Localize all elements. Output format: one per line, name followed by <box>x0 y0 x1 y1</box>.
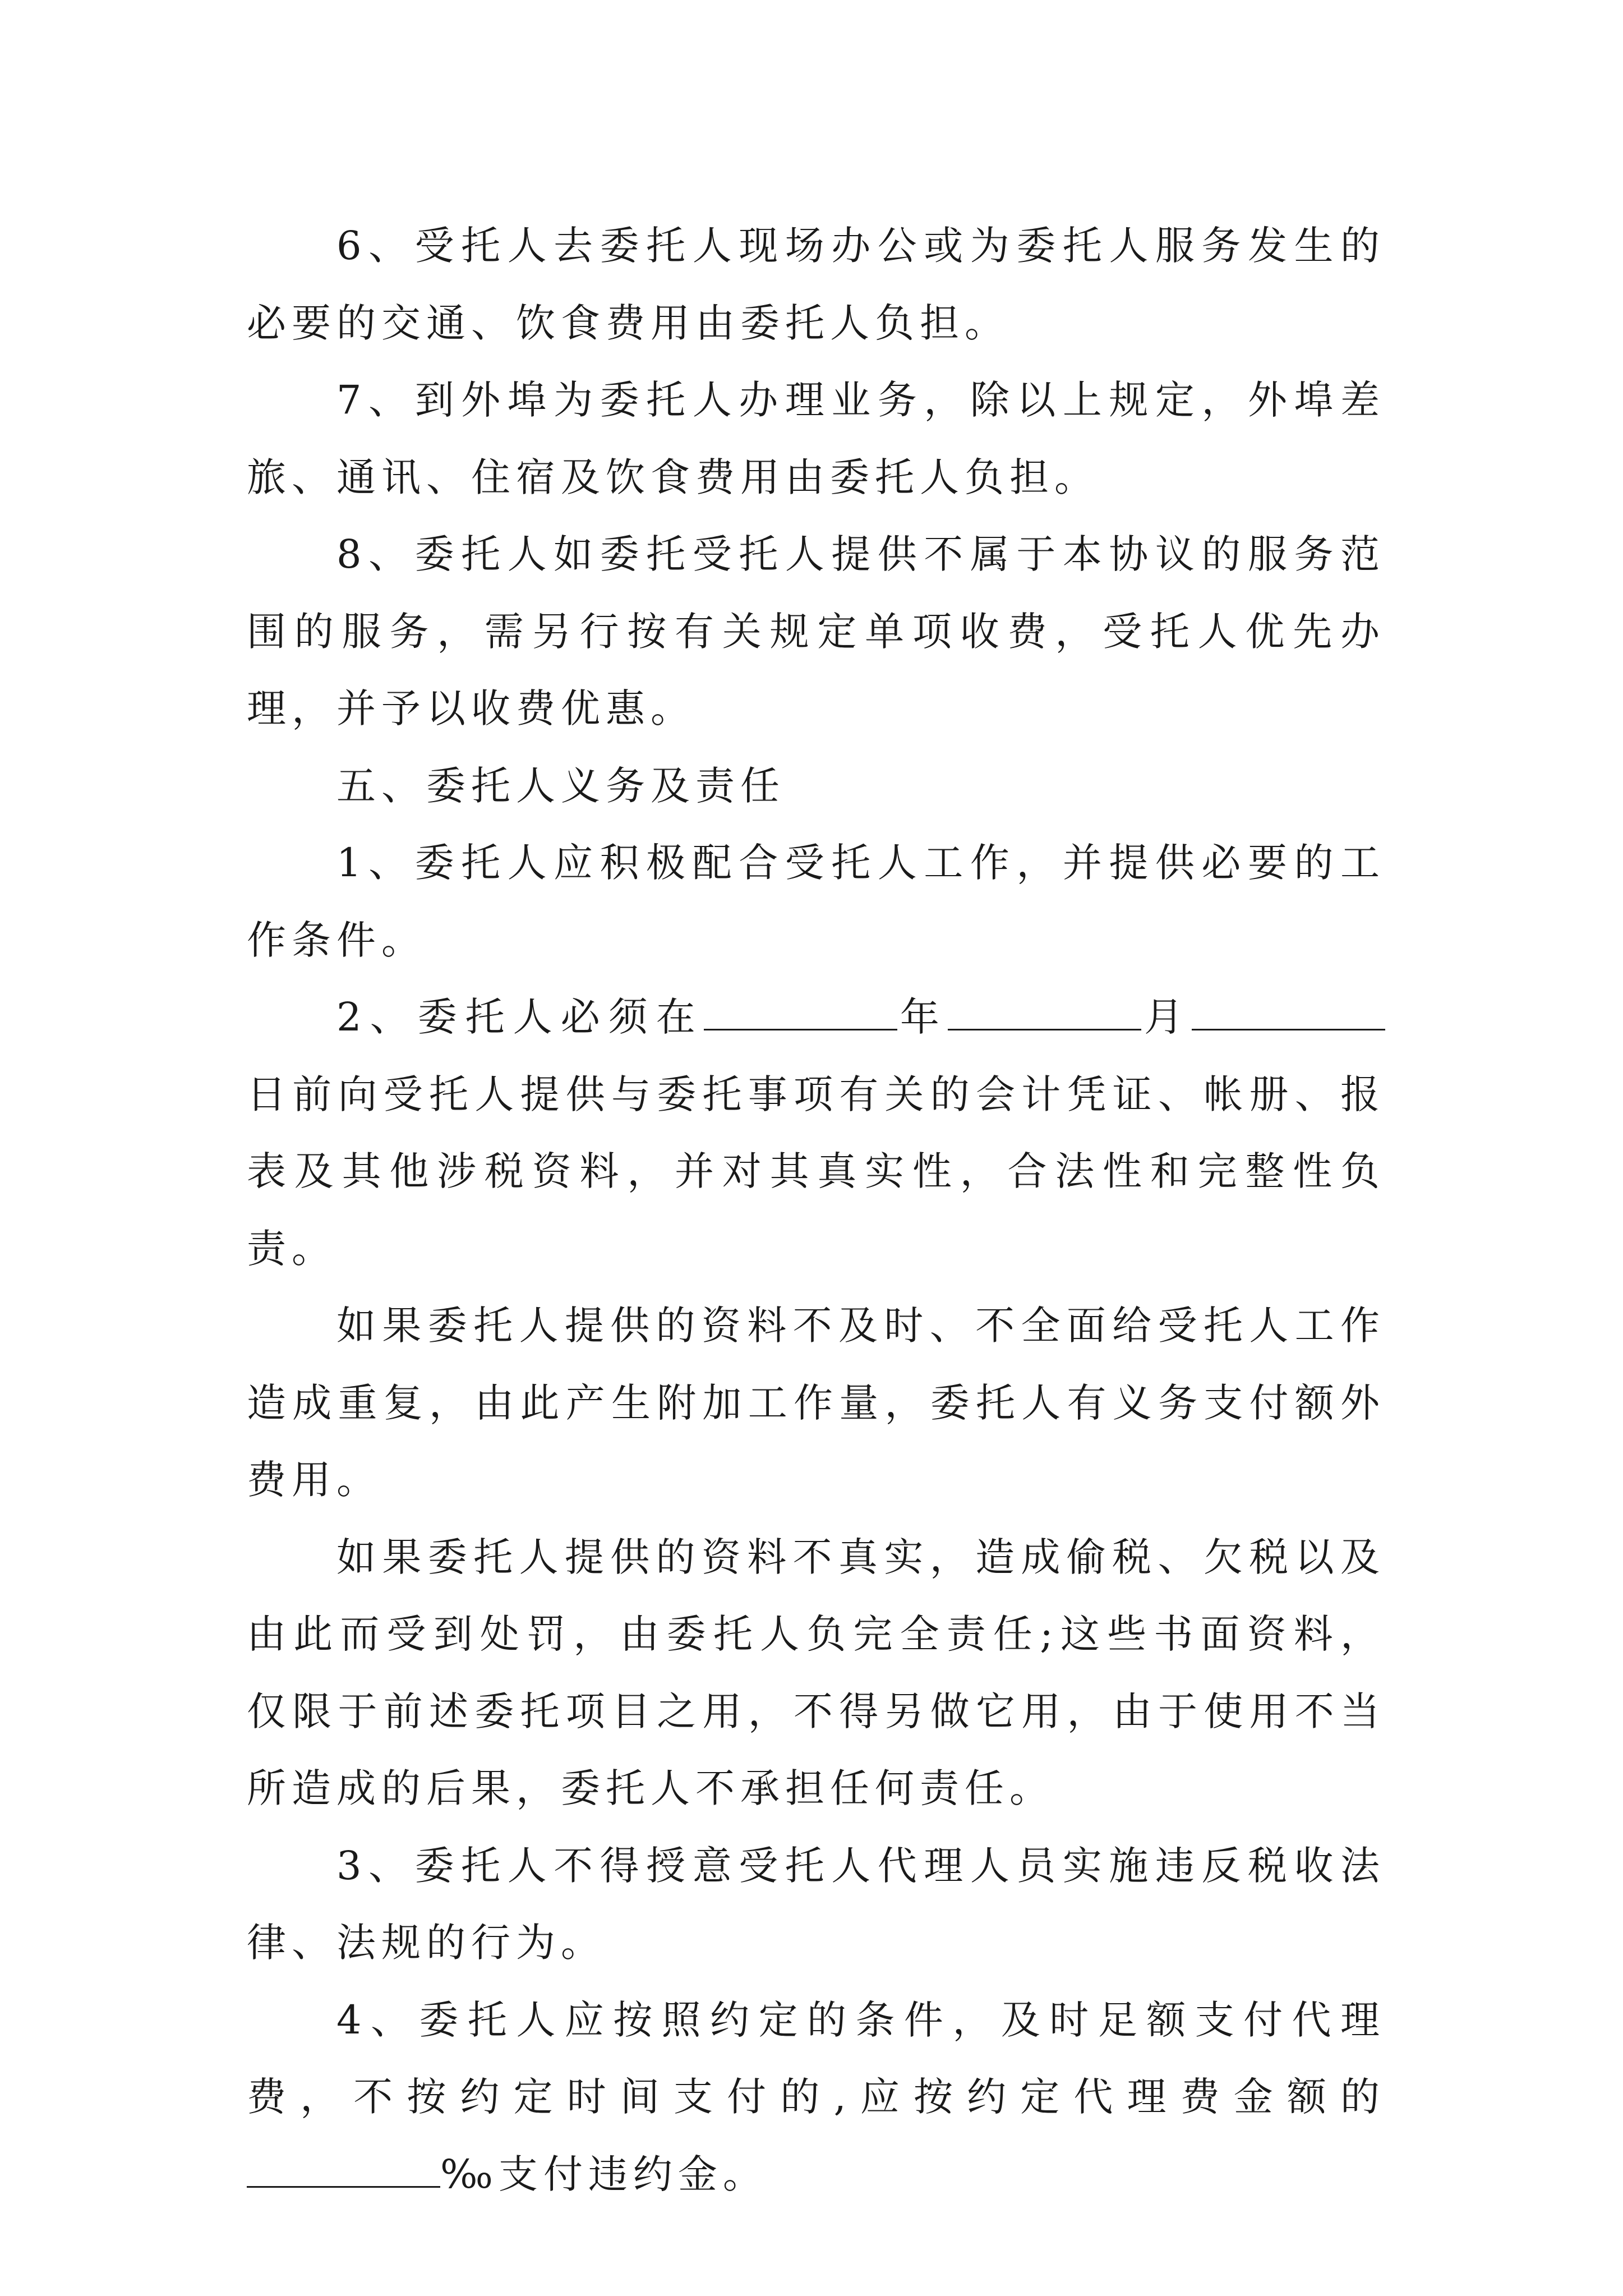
clause-5-2-prefix: 2、委托人必须在 <box>336 994 704 1040</box>
permille-unit: ‰支 <box>440 2151 543 2197</box>
clause-5-2-note-1: 如果委托人提供的资料不及时、不全面给受托人工作造成重复，由此产生附加工作量，委托人有义务支付额外费用。 <box>247 1303 1385 1503</box>
year-label: 年 <box>897 994 948 1040</box>
clause-5-1: 1、委托人应积极配合受托人工作，并提供必要的工作条件。 <box>247 840 1385 963</box>
clause-5-4-prefix: 4、委托人应按照约定的条件，及时足额支付代理费， <box>247 1996 1385 2120</box>
clause-4-6: 6、受托人去委托人现场办公或为委托人服务发生的必要的交通、饮食费用由委托人负担。 <box>247 223 1385 346</box>
month-label: 月 <box>1141 994 1192 1040</box>
clause-5-4-suffix: 付违约金。 <box>543 2151 768 2197</box>
day-label: 日 <box>247 1071 293 1117</box>
permille-blank <box>247 2151 440 2188</box>
document-page <box>247 208 1385 2213</box>
month-blank <box>948 994 1141 1030</box>
clause-5-2-note-2: 如果委托人提供的资料不真实，造成偷税、欠税以及由此而受到处罚，由委托人负完全责任;这些书面资料，仅限于前述委托项目之用，不得另做它用，由于使用不当所造成的后果，委托人不承担任何责任。 <box>247 1534 1385 1811</box>
year-blank <box>704 994 897 1030</box>
clause-4-8: 8、委托人如委托受托人提供不属于本协议的服务范围的服务，需另行按有关规定单项收费，受托人优先办理，并予以收费优惠。 <box>247 531 1385 731</box>
clause-5-3: 3、委托人不得授意受托人代理人员实施违反税收法律、法规的行为。 <box>247 1842 1385 1966</box>
clause-5-4 <box>247 1982 1385 2214</box>
day-blank <box>1192 994 1385 1030</box>
section-5-heading: 五、委托人义务及责任 <box>336 762 785 809</box>
clause-5-4-middle: 不按约定时间支付的,应按约定代理费金额的 <box>353 2074 1386 2120</box>
clause-5-2-rest: 前向受托人提供与委托事项有关的会计凭证、帐册、报表及其他涉税资料，并对其真实性，合法性和完整性负责。 <box>247 1071 1385 1272</box>
clause-5-2 <box>247 979 1385 1287</box>
clause-4-7: 7、到外埠为委托人办理业务，除以上规定，外埠差旅、通讯、住宿及饮食费用由委托人负担。 <box>247 377 1385 500</box>
